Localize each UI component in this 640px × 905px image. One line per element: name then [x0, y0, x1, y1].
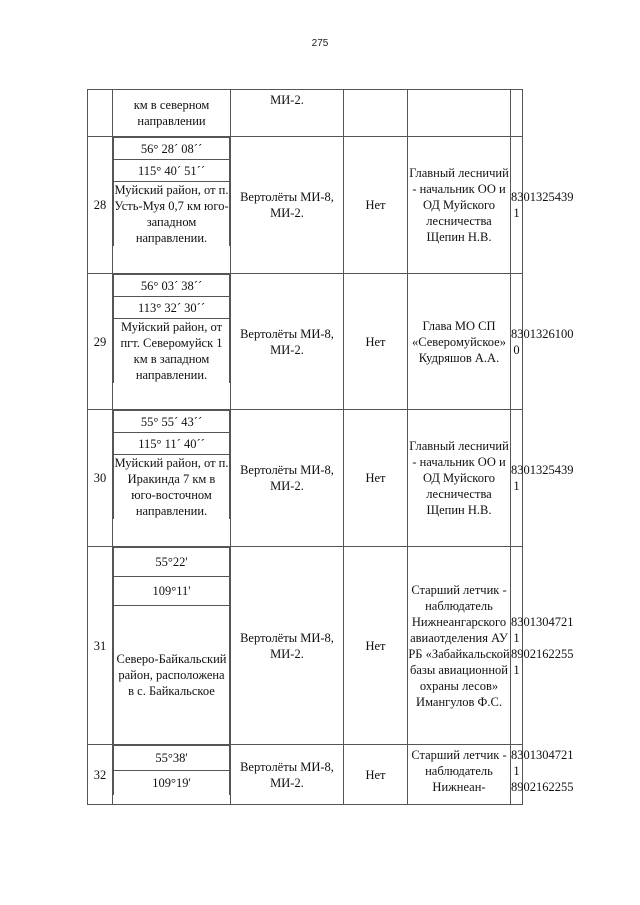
inn-line: 1: [513, 662, 520, 677]
aircraft-cell: МИ-2.: [231, 90, 344, 137]
inn-line: 8301325439: [511, 463, 574, 477]
table-row: [88, 547, 523, 745]
flag-cell: Нет: [344, 274, 408, 410]
aircraft-cell: Вертолёты МИ-8, МИ-2.: [231, 745, 344, 805]
num-cell: [88, 90, 113, 137]
inn-line: 1: [513, 630, 520, 645]
inn-line: 8301325439: [511, 190, 574, 204]
inn-line: 8301304721: [511, 614, 574, 629]
table-row: [88, 137, 523, 274]
flag-cell: Нет: [344, 745, 408, 805]
flag-cell: [344, 90, 408, 137]
contact-cell: Глава МО СП «Северомуйское» Кудряшов А.А.: [408, 274, 511, 410]
airfield-table: [87, 89, 574, 805]
contact-cell: Старший летчик - наблюдатель Нижнеангарского авиаотделения АУ РБ «Забайкальской базы авиационной охраны лесов» Имангулов Ф.С.: [408, 547, 511, 745]
table-row: [88, 274, 523, 410]
inn-cell: [511, 410, 574, 547]
flag-cell: Нет: [344, 410, 408, 547]
inn-line: 8301326100: [511, 326, 574, 341]
flag-cell: Нет: [344, 547, 408, 745]
contact-cell: Главный лесничий - начальник ОО и ОД Муйского лесничества Щепин Н.В.: [408, 137, 511, 274]
inn-line: 8902162255: [511, 646, 574, 661]
table-row-continuation: [88, 90, 523, 137]
inn-cell: [511, 547, 574, 745]
inn-line: 0: [513, 342, 520, 357]
latitude: 55°38': [114, 746, 230, 771]
page-number: 275: [311, 38, 329, 49]
latitude: 56° 03´ 38´´: [114, 275, 230, 297]
inn-line: 1: [513, 479, 520, 493]
aircraft-cell: Вертолёты МИ-8, МИ-2.: [231, 547, 344, 745]
inn-line: 8301304721: [511, 748, 574, 762]
inn-line: 8902162255: [511, 780, 574, 794]
location-description: Северо-Байкальский район, расположена в с. Байкальское: [114, 606, 230, 745]
flag-cell: Нет: [344, 137, 408, 274]
aircraft-cell: Вертолёты МИ-8, МИ-2.: [231, 410, 344, 547]
longitude: 113° 32´ 30´´: [114, 297, 230, 319]
longitude: 115° 11´ 40´´: [114, 433, 230, 455]
aircraft-cell: Вертолёты МИ-8, МИ-2.: [231, 274, 344, 410]
row-number: 30: [88, 410, 113, 547]
longitude: 109°11': [114, 577, 230, 606]
latitude: 55° 55´ 43´´: [114, 411, 230, 433]
location-description: Муйский район, от пгт. Северомуйск 1 км в западном направлении.: [114, 319, 230, 384]
inn-cell: [511, 137, 574, 274]
latitude: 56° 28´ 08´´: [114, 138, 230, 160]
longitude: 115° 40´ 51´´: [114, 160, 230, 182]
row-number: 31: [88, 547, 113, 745]
table-row: [88, 410, 523, 547]
contact-cell: Старший летчик - наблюдатель Нижнеан-: [408, 745, 511, 805]
aircraft-cell: Вертолёты МИ-8, МИ-2.: [231, 137, 344, 274]
inn-cell: [511, 274, 574, 410]
location-description: Муйский район, от п. Иракинда 7 км в юго-восточном направлении.: [114, 456, 229, 518]
contact-cell: [408, 90, 511, 137]
inn-line: 1: [513, 206, 520, 220]
row-number: 29: [88, 274, 113, 410]
longitude: 109°19': [114, 771, 230, 796]
location-cell: км в северном направлении: [113, 90, 231, 137]
inn-line: 1: [513, 764, 520, 778]
table-row: [88, 745, 523, 805]
row-number: 32: [88, 745, 113, 805]
inn-cell: [511, 745, 574, 805]
row-number: 28: [88, 137, 113, 274]
inn-cell: [511, 90, 523, 137]
location-description: Муйский район, от п. Усть-Муя 0,7 км юго-западном направлении.: [114, 183, 229, 245]
latitude: 55°22': [114, 548, 230, 577]
contact-cell: Главный лесничий - начальник ОО и ОД Муйского лесничества Щепин Н.В.: [408, 410, 511, 547]
